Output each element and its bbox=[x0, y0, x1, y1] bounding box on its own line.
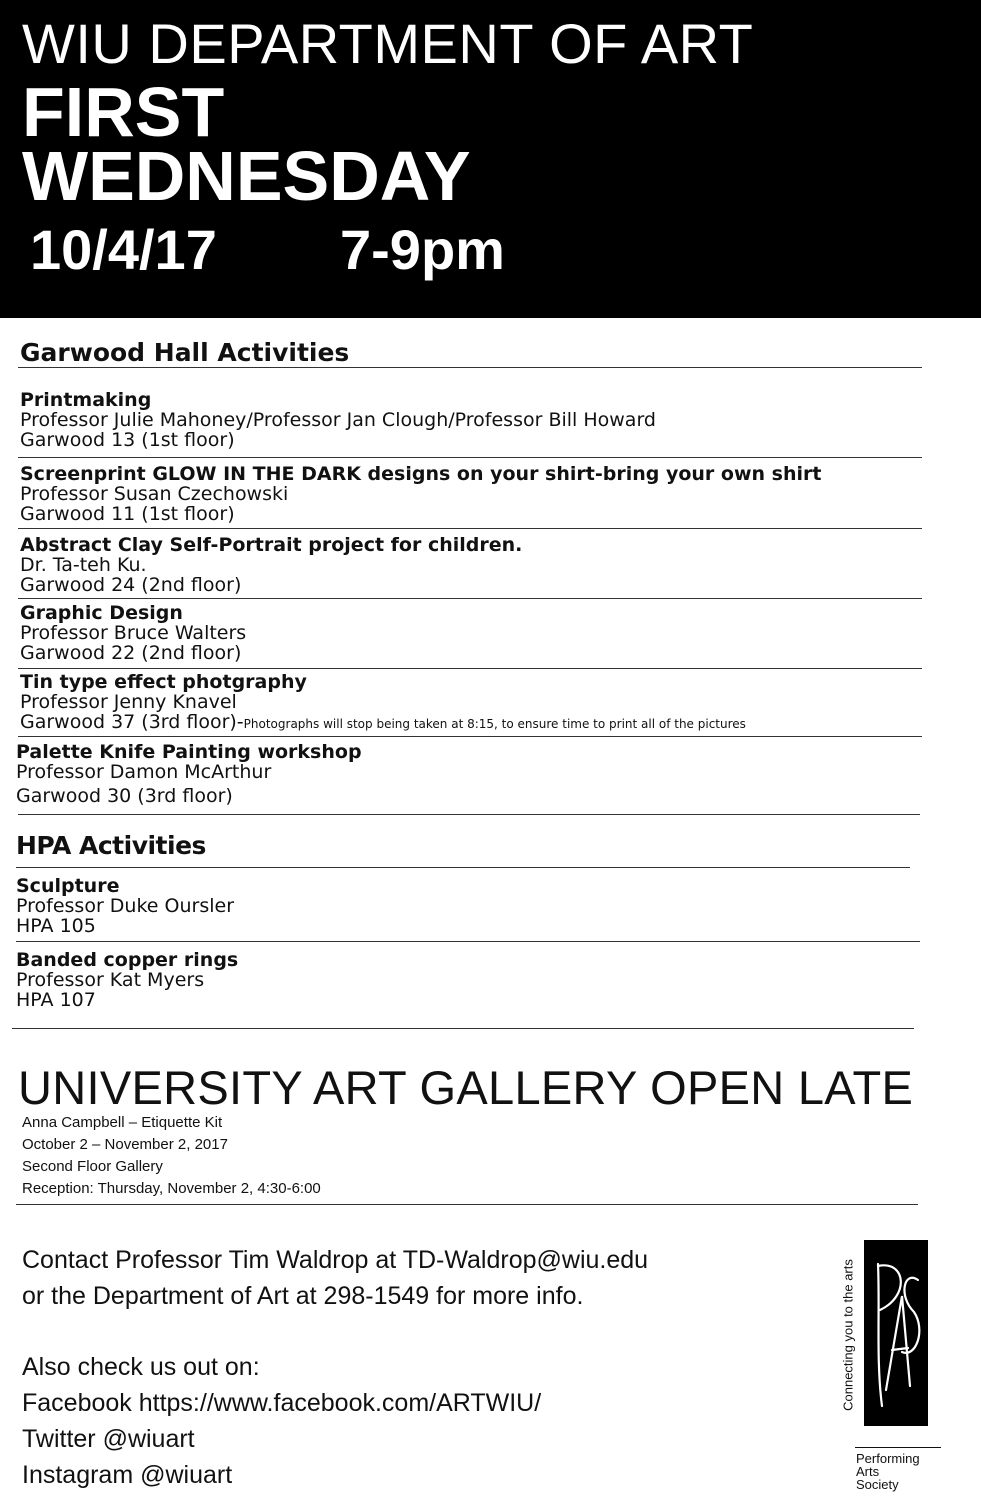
activity-instructor: Professor Damon McArthur bbox=[16, 761, 272, 783]
social-intro: Also check us out on: bbox=[22, 1353, 260, 1381]
garwood-section-title: Garwood Hall Activities bbox=[20, 338, 350, 367]
divider bbox=[18, 367, 922, 368]
activity-instructor: Professor Bruce Walters bbox=[20, 622, 247, 644]
activity-title: Palette Knife Painting workshop bbox=[16, 741, 362, 763]
activity-item bbox=[20, 464, 821, 524]
activity-instructor: Professor Jenny Knavel bbox=[20, 691, 237, 713]
department-name: WIU DEPARTMENT OF ART bbox=[22, 12, 754, 75]
gallery-location: Second Floor Gallery bbox=[22, 1158, 163, 1175]
contact-line1: Contact Professor Tim Waldrop at TD-Waldrop@wiu.edu bbox=[22, 1246, 649, 1274]
gallery-exhibition: Anna Campbell – Etiquette Kit bbox=[22, 1114, 223, 1131]
activity-location: Garwood 11 (1st floor) bbox=[20, 503, 235, 525]
instagram-handle: Instagram @wiuart bbox=[22, 1461, 233, 1489]
activity-location: Garwood 37 (3rd floor)- bbox=[20, 711, 244, 733]
activity-item bbox=[16, 742, 362, 806]
pas-name bbox=[856, 1452, 920, 1491]
divider bbox=[12, 1028, 914, 1029]
activity-title: Printmaking bbox=[20, 389, 152, 411]
event-title-line1: FIRST bbox=[22, 73, 225, 151]
event-title bbox=[22, 73, 471, 215]
activity-note: Photographs will stop being taken at 8:15, to ensure time to print all of the pictures bbox=[243, 717, 746, 731]
social-links bbox=[22, 1349, 541, 1493]
activity-title: Screenprint GLOW IN THE DARK designs on your shirt-bring your own shirt bbox=[20, 463, 822, 485]
pas-tagline-text: Connecting you to the arts bbox=[840, 1259, 856, 1411]
activity-instructor: Professor Susan Czechowski bbox=[20, 483, 289, 505]
header-banner bbox=[0, 0, 981, 318]
activity-title: Graphic Design bbox=[20, 602, 183, 624]
twitter-handle: Twitter @wiuart bbox=[22, 1425, 195, 1453]
activity-location: HPA 105 bbox=[16, 915, 96, 937]
divider bbox=[18, 598, 922, 599]
gallery-details bbox=[22, 1112, 321, 1200]
event-title-line2: WEDNESDAY bbox=[22, 137, 471, 215]
divider bbox=[16, 941, 920, 942]
activity-item bbox=[20, 672, 746, 734]
pas-logo bbox=[864, 1240, 928, 1426]
gallery-dates: October 2 – November 2, 2017 bbox=[22, 1136, 228, 1153]
facebook-link: Facebook https://www.facebook.com/ARTWIU/ bbox=[22, 1389, 542, 1417]
contact-line2: or the Department of Art at 298-1549 for more info. bbox=[22, 1282, 584, 1310]
gallery-title: UNIVERSITY ART GALLERY OPEN LATE bbox=[18, 1061, 914, 1114]
activity-title: Banded copper rings bbox=[16, 949, 239, 971]
divider bbox=[16, 867, 910, 868]
activity-title: Abstract Clay Self-Portrait project for children. bbox=[20, 534, 523, 556]
activity-location: HPA 107 bbox=[16, 989, 96, 1011]
pas-tagline bbox=[836, 1240, 860, 1430]
activity-location-row bbox=[20, 712, 746, 734]
activity-item bbox=[20, 535, 522, 595]
pas-name-line1: Performing bbox=[856, 1451, 920, 1466]
contact-info bbox=[22, 1242, 648, 1314]
pas-divider bbox=[855, 1447, 941, 1448]
divider bbox=[16, 1204, 918, 1205]
activity-item bbox=[20, 390, 656, 450]
pas-name-line3: Society bbox=[856, 1477, 899, 1492]
activity-instructor: Dr. Ta-teh Ku. bbox=[20, 554, 147, 576]
hpa-section-title: HPA Activities bbox=[16, 831, 206, 860]
activity-title: Sculpture bbox=[16, 875, 120, 897]
divider bbox=[18, 814, 920, 815]
divider bbox=[18, 736, 922, 737]
activity-item bbox=[16, 876, 234, 936]
activity-location: Garwood 30 (3rd floor) bbox=[16, 785, 233, 807]
activity-instructor: Professor Kat Myers bbox=[16, 969, 205, 991]
event-time: 7-9pm bbox=[340, 218, 505, 281]
divider bbox=[18, 457, 922, 458]
gallery-reception: Reception: Thursday, November 2, 4:30-6:00 bbox=[22, 1180, 321, 1197]
activity-item bbox=[20, 603, 246, 663]
activity-location: Garwood 22 (2nd floor) bbox=[20, 642, 242, 664]
activity-instructor: Professor Julie Mahoney/Professor Jan Clough/Professor Bill Howard bbox=[20, 409, 656, 431]
pas-monogram-icon bbox=[864, 1240, 928, 1426]
activity-item bbox=[16, 950, 238, 1010]
pas-name-line2: Arts bbox=[856, 1464, 880, 1479]
divider bbox=[18, 528, 922, 529]
activity-instructor: Professor Duke Oursler bbox=[16, 895, 235, 917]
activity-location: Garwood 13 (1st floor) bbox=[20, 429, 235, 451]
event-date: 10/4/17 bbox=[30, 218, 217, 281]
activity-title: Tin type effect photgraphy bbox=[20, 671, 307, 693]
divider bbox=[18, 668, 922, 669]
activity-location: Garwood 24 (2nd floor) bbox=[20, 574, 242, 596]
